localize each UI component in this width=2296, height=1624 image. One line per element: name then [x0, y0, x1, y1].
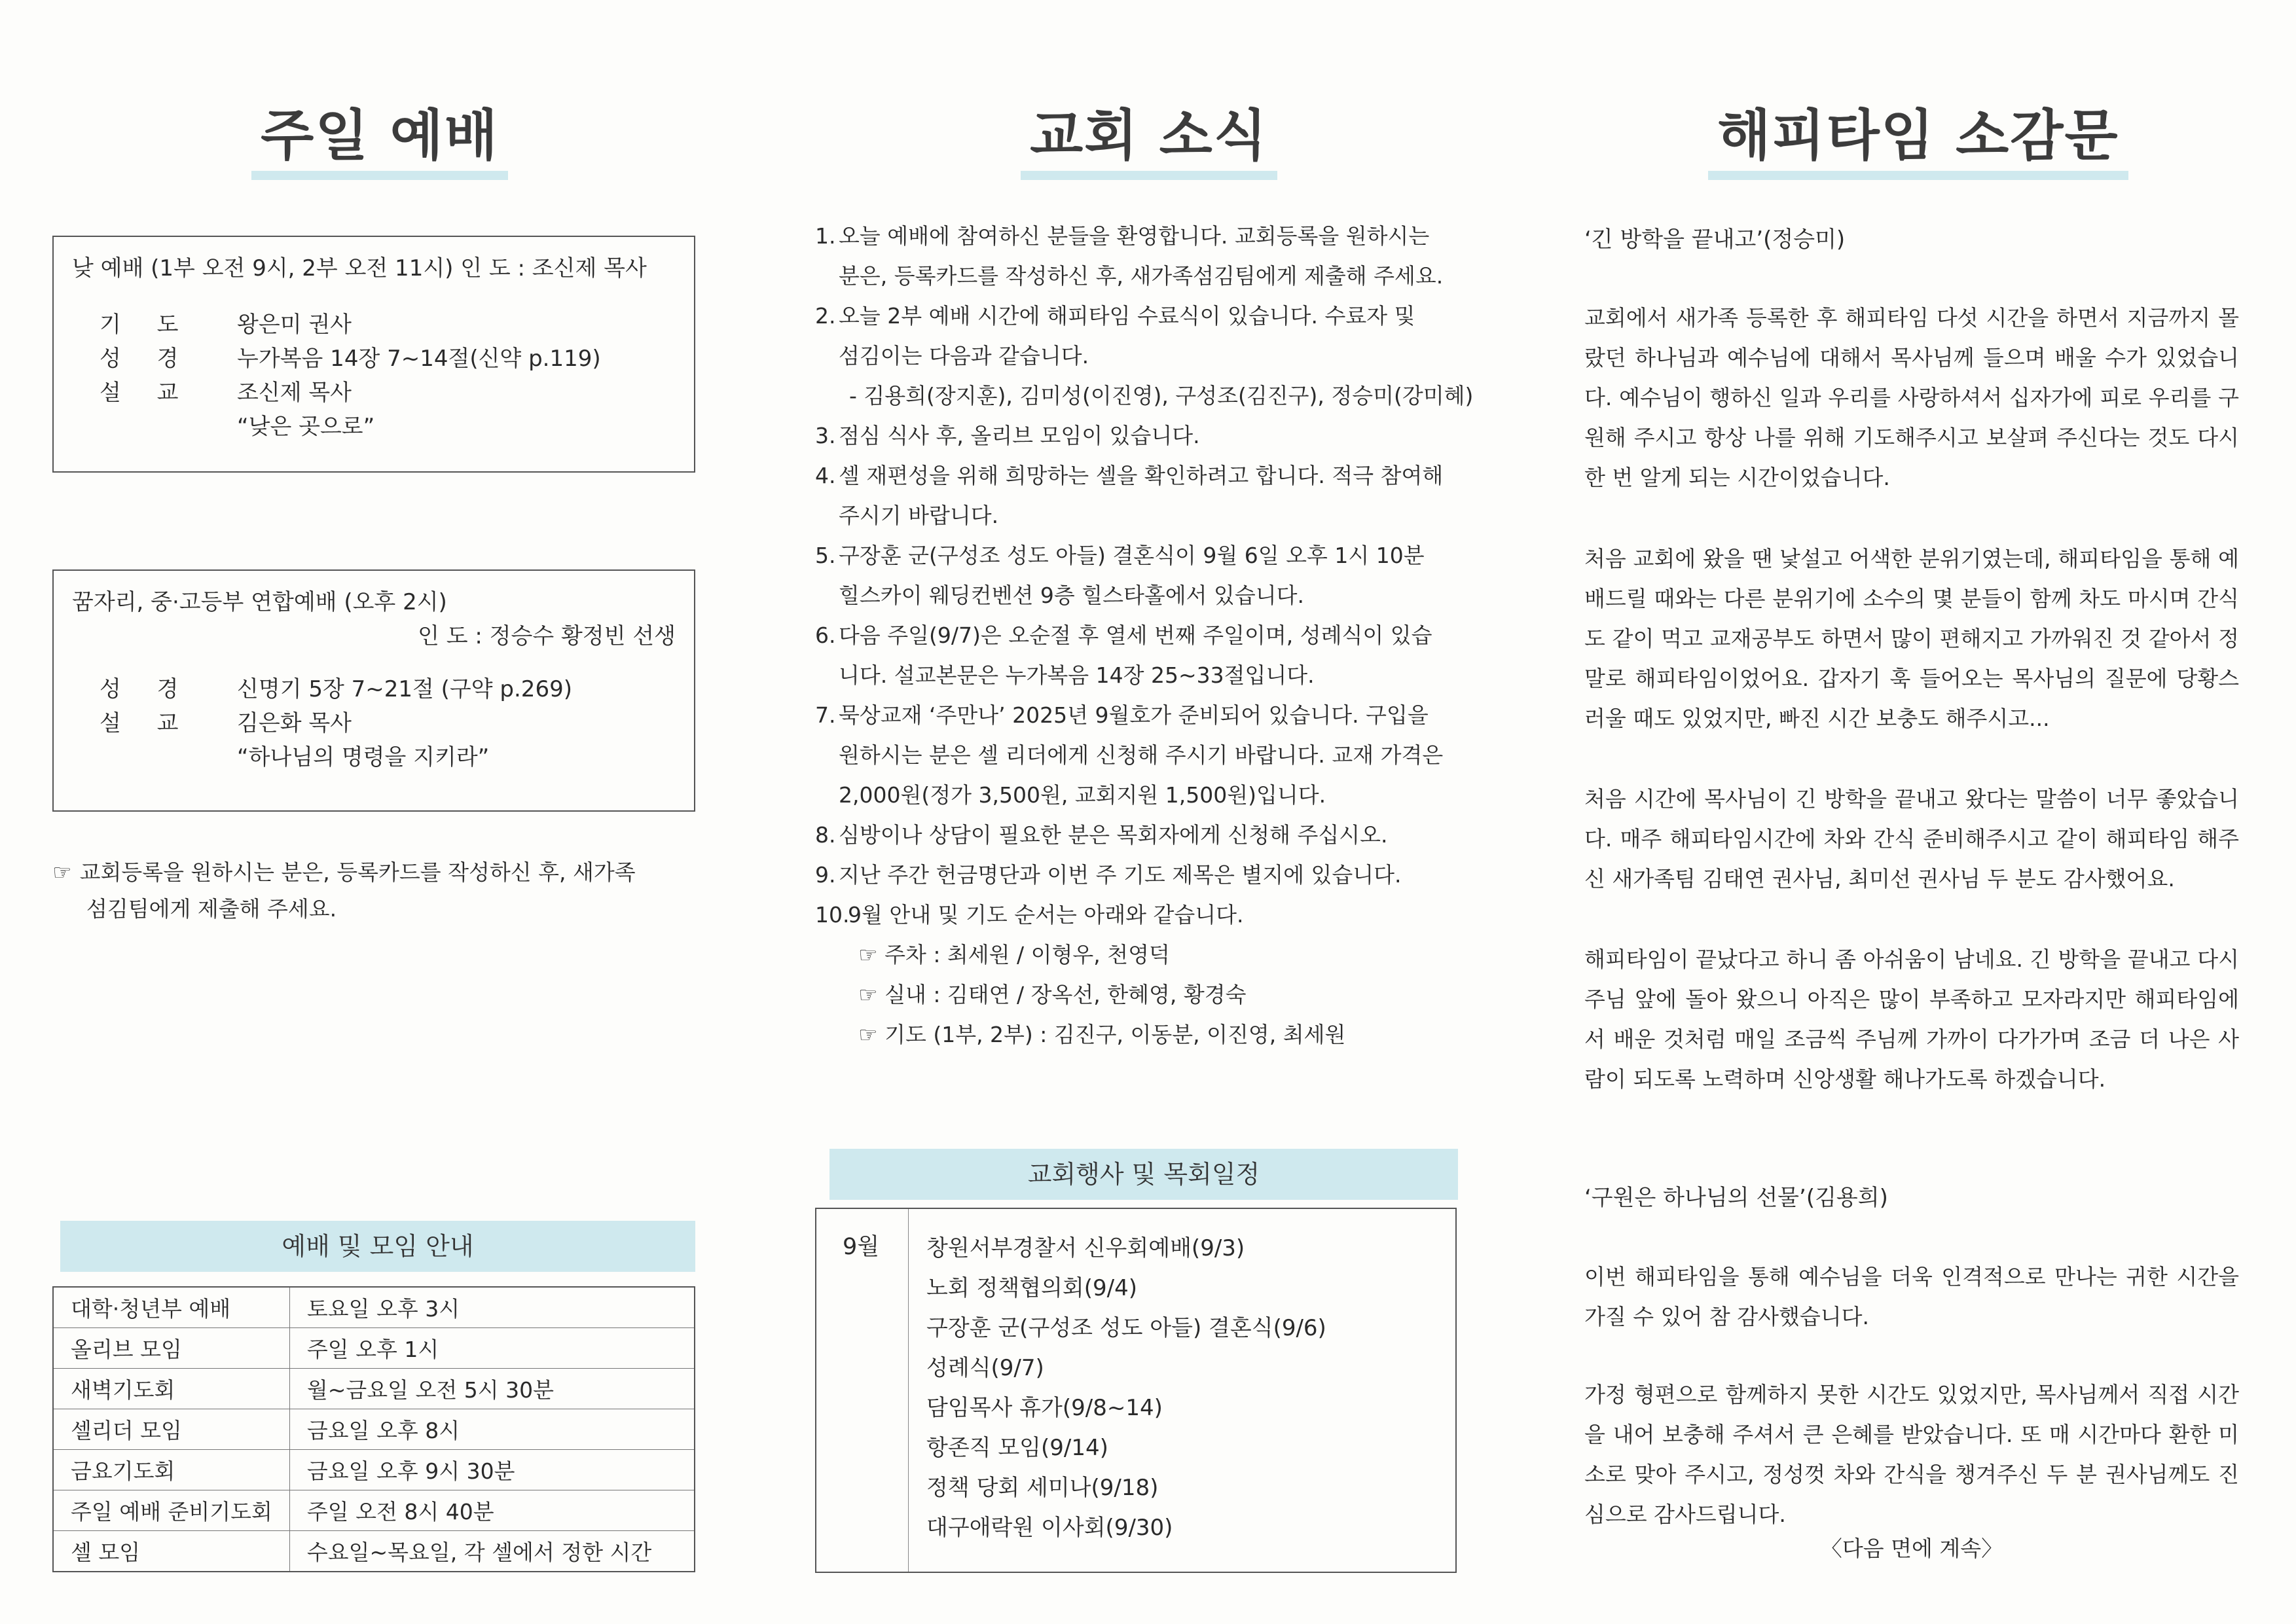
worship-heading: 주일 예배: [251, 92, 508, 180]
news-item: [815, 695, 1483, 815]
news-item-number: 2.: [815, 303, 836, 329]
table-row: 셀리더 모임 금요일 오후 8시: [53, 1409, 695, 1450]
youth-service-rows: [100, 672, 572, 774]
worship-column: [52, 0, 707, 1624]
continued-note: 〈다음 면에 계속〉: [1820, 1536, 2003, 1561]
news-line: 묵상교재 ‘주만나’ 2025년 9월호가 준비되어 있습니다. 구입을: [839, 702, 1429, 728]
table-row: 새벽기도회 월~금요일 오전 5시 30분: [53, 1369, 695, 1409]
service-row: 설 교 김은화 목사: [100, 710, 352, 736]
news-item-number: 1.: [815, 223, 836, 249]
morning-service-rows: [100, 308, 601, 444]
testimony2-title: ‘구원은 하나님의 선물’(김용희): [1584, 1185, 1888, 1211]
news-line: 오늘 예배에 참여하신 분들을 환영합니다. 교회등록을 원하시는: [839, 223, 1430, 249]
news-line: 섬김이는 다음과 같습니다.: [839, 343, 1089, 369]
news-line: 주시기 바랍니다.: [839, 503, 999, 528]
news-item-number: 5.: [815, 543, 836, 568]
news-line: 오늘 2부 예배 시간에 해피타임 수료식이 있습니다. 수료자 및: [839, 303, 1415, 329]
news-line: ☞ 실내 : 김태연 / 장옥선, 한혜영, 황경숙: [858, 982, 1247, 1007]
morning-service-title: 낮 예배 (1부 오전 9시, 2부 오전 11시) 인 도 : 조신제 목사: [72, 255, 647, 281]
news-line: 원하시는 분은 셀 리더에게 신청해 주시기 바랍니다. 교재 가격은: [839, 742, 1444, 768]
event-item: 창원서부경찰서 신우회예배(9/3): [926, 1235, 1245, 1261]
table-row: 셀 모임 수요일~목요일, 각 셀에서 정한 시간: [53, 1531, 695, 1572]
news-line: 구장훈 군(구성조 성도 아들) 결혼식이 9월 6일 오후 1시 10분: [839, 543, 1425, 568]
news-line: 점심 식사 후, 올리브 모임이 있습니다.: [839, 423, 1200, 448]
event-item: 정책 당회 세미나(9/18): [926, 1475, 1159, 1501]
news-item: [815, 615, 1483, 695]
event-item: 구장훈 군(구성조 성도 아들) 결혼식(9/6): [926, 1315, 1326, 1341]
news-item: [815, 815, 1483, 855]
news-item-number: 4.: [815, 463, 836, 488]
news-line: 니다. 설교본문은 누가복음 14장 25~33절입니다.: [839, 662, 1315, 688]
news-line: ☞ 주차 : 최세원 / 이형우, 천영덕: [858, 942, 1170, 967]
news-column: [815, 0, 1483, 1624]
news-line: 지난 주간 헌금명단과 이번 주 기도 제목은 별지에 있습니다.: [839, 862, 1402, 888]
table-row: 주일 예배 준비기도회 주일 오전 8시 40분: [53, 1490, 695, 1531]
events-banner: 교회행사 및 목회일정: [829, 1149, 1458, 1200]
testimony2-paragraph: 이번 해피타임을 통해 예수님을 더욱 인격적으로 만나는 귀한 시간을 가질 수 있어 참 감사했습니다.: [1584, 1264, 2239, 1329]
news-line: 심방이나 상담이 필요한 분은 목회자에게 신청해 주십시오.: [839, 822, 1388, 848]
schedule-table: [52, 1286, 695, 1572]
news-item: [815, 456, 1483, 535]
youth-service-title: 꿈자리, 중·고등부 연합예배 (오후 2시): [72, 589, 447, 615]
testimony1-paragraph: 처음 교회에 왔을 땐 낯설고 어색한 분위기였는데, 해피타임을 통해 예배드릴 때와는 다른 분위기에 소수의 몇 분들이 함께 차도 마시며 간식도 같이 먹고 교재공부도 하면서 많이 편해지고 가까워진 것 같아서 정말로 해피타임이었어요. 갑자기 훅 들어오는 목사님의 질문에 당황스러울 때도 있었지만, 빠진 시간 보충도 해주시고...: [1584, 546, 2239, 731]
worship-heading-wrap: [52, 92, 707, 180]
news-item: [815, 416, 1483, 456]
news-heading: 교회 소식: [1021, 92, 1277, 180]
news-item-number: 3.: [815, 423, 836, 448]
news-item: [815, 216, 1483, 296]
testimony-heading: 해피타임 소감문: [1708, 92, 2128, 180]
sermon-title: “낮은 곳으로”: [237, 414, 375, 440]
testimony1-title: ‘긴 방학을 끝내고’(정승미): [1584, 226, 1846, 253]
testimony-heading-wrap: [1584, 92, 2252, 180]
news-item-number: 7.: [815, 702, 836, 728]
news-line: ☞ 기도 (1부, 2부) : 김진구, 이동분, 이진영, 최세원: [858, 1022, 1346, 1047]
news-line: 9월 안내 및 기도 순서는 아래와 같습니다.: [848, 902, 1244, 928]
news-item-number: 10.: [815, 902, 850, 928]
news-heading-wrap: [815, 92, 1483, 180]
news-item: [815, 895, 1483, 1055]
news-line: 다음 주일(9/7)은 오순절 후 열세 번째 주일이며, 성례식이 있습: [839, 623, 1432, 648]
morning-service-box: [52, 236, 695, 473]
news-line: 2,000원(정가 3,500원, 교회지원 1,500원)입니다.: [839, 782, 1326, 808]
news-item-number: 8.: [815, 822, 836, 848]
service-row: 성 경 누가복음 14장 7~14절(신약 p.119): [100, 346, 601, 372]
news-item-number: 6.: [815, 623, 836, 648]
news-line: - 김용희(장지훈), 김미성(이진영), 구성조(김진구), 정승미(강미혜): [849, 383, 1474, 408]
news-line: 힐스카이 웨딩컨벤션 9층 힐스타홀에서 있습니다.: [839, 583, 1305, 608]
service-row: 설 교 조신제 목사: [100, 380, 352, 406]
event-item: 노회 정책협의회(9/4): [926, 1275, 1137, 1301]
news-item: [815, 296, 1483, 416]
news-item: [815, 535, 1483, 615]
events-box: [815, 1208, 1457, 1573]
news-line: 분은, 등록카드를 작성하신 후, 새가족섬김팀에게 제출해 주세요.: [839, 263, 1444, 289]
news-line: 셀 재편성을 위해 희망하는 셀을 확인하려고 합니다. 적극 참여해: [839, 463, 1444, 488]
testimony1-paragraph: 처음 시간에 목사님이 긴 방학을 끝내고 왔다는 말씀이 너무 좋았습니다. 매주 해피타임시간에 차와 간식 준비해주시고 같이 해피타임 해주신 새가족팀 김태연 권사님, 최미선 권사님 두 분도 감사했어요.: [1584, 786, 2239, 892]
events-divider: [908, 1209, 909, 1572]
service-row: 기 도 왕은미 권사: [100, 312, 352, 338]
testimony1-paragraph: 교회에서 새가족 등록한 후 해피타임 다섯 시간을 하면서 지금까지 몰랐던 하나님과 예수님에 대해서 목사님께 들으며 배울 수가 있었습니다. 예수님이 행하신 일과 우리를 사랑하셔서 십자가에 피로 우리를 구원해 주시고 항상 나를 위해 기도해주시고 보살펴 주신다는 것도 다시 한 번 알게 되는 시간이었습니다.: [1584, 305, 2239, 490]
pointing-hand-icon: ☞: [52, 859, 72, 885]
table-row: 금요기도회 금요일 오후 9시 30분: [53, 1450, 695, 1490]
registration-note: ☞ 교회등록을 원하시는 분은, 등록카드를 작성하신 후, 새가족 섬김팀에게 제출해 주세요.: [52, 859, 636, 922]
table-row: 올리브 모임 주일 오후 1시: [53, 1328, 695, 1369]
testimony2-paragraph: 가정 형편으로 함께하지 못한 시간도 있었지만, 목사님께서 직접 시간을 내어 보충해 주셔서 큰 은혜를 받았습니다. 또 매 시간마다 환한 미소로 맞아 주시고, 정성껏 차와 간식을 챙겨주신 두 분 권사님께도 진심으로 감사드립니다.: [1584, 1382, 2239, 1527]
sermon-title: “하나님의 명령을 지키라”: [237, 744, 490, 770]
events-list: [926, 1229, 1326, 1548]
schedule-banner: 예배 및 모임 안내: [60, 1221, 695, 1272]
news-list: [815, 216, 1483, 1055]
youth-service-box: [52, 569, 695, 812]
event-item: 성례식(9/7): [926, 1355, 1044, 1381]
event-item: 대구애락원 이사회(9/30): [926, 1515, 1173, 1541]
service-row: 성 경 신명기 5장 7~21절 (구약 p.269): [100, 676, 572, 702]
table-row: 대학·청년부 예배 토요일 오후 3시: [53, 1287, 695, 1328]
event-item: 항존직 모임(9/14): [926, 1435, 1108, 1461]
testimony-column: [1584, 0, 2252, 1624]
news-item: [815, 855, 1483, 895]
events-month: 9월: [843, 1234, 880, 1260]
testimony1-paragraph: 해피타임이 끝났다고 하니 좀 아쉬움이 남네요. 긴 방학을 끝내고 다시 주님 앞에 돌아 왔으니 아직은 많이 부족하고 모자라지만 해피타임에서 배운 것처럼 매일 조금씩 주님께 가까이 다가가며 조금 더 나은 사람이 되도록 노력하며 신앙생활 해나가도록 하겠습니다.: [1584, 947, 2239, 1092]
youth-service-lead: 인 도 : 정승수 황정빈 선생: [418, 623, 676, 649]
event-item: 담임목사 휴가(9/8~14): [926, 1395, 1163, 1421]
news-item-number: 9.: [815, 862, 836, 888]
